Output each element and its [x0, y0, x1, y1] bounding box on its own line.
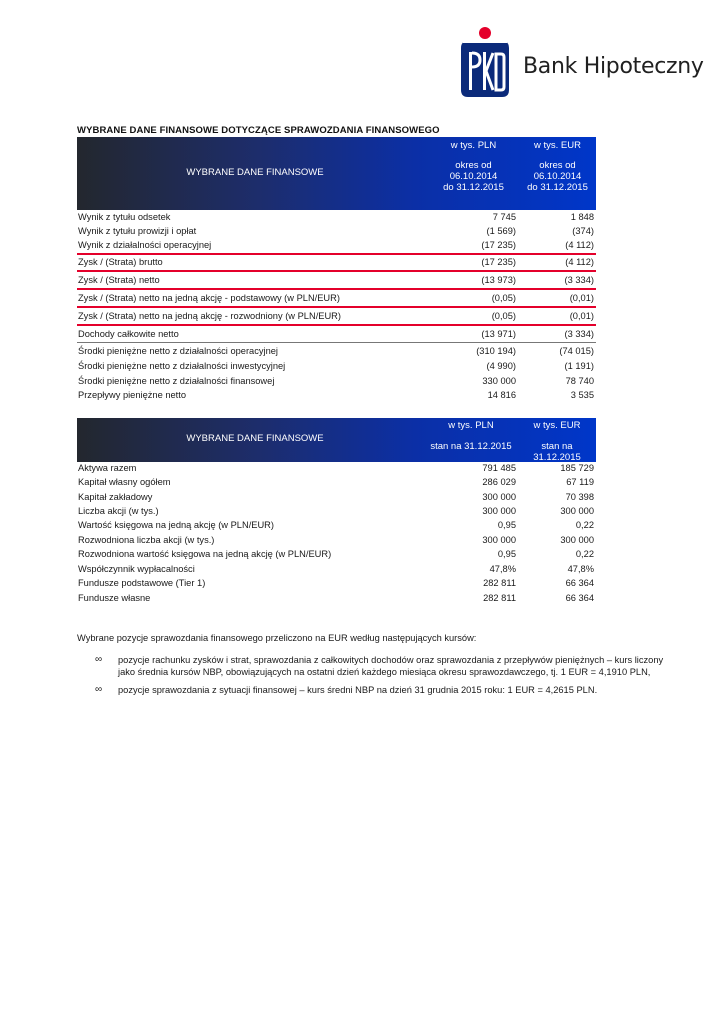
- table-row: Fundusze podstawowe (Tier 1) 282 811 66 364: [78, 578, 594, 588]
- row-separator: [77, 270, 596, 272]
- table-row: Dochody całkowite netto (13 971) (3 334): [78, 329, 594, 339]
- brand-name: Bank Hipoteczny: [523, 54, 704, 79]
- table1-header-col-pln: [438, 140, 509, 193]
- col-date: stan na 31.12.2015: [430, 441, 512, 452]
- row-separator: [77, 342, 596, 343]
- table-row: Zysk / (Strata) netto na jedną akcję - podstawowy (w PLN/EUR) (0,05) (0,01): [78, 293, 594, 303]
- table-row: Zysk / (Strata) netto na jedną akcję - rozwodniony (w PLN/EUR) (0,05) (0,01): [78, 311, 594, 321]
- table-row: Środki pieniężne netto z działalności inwestycyjnej (4 990) (1 191): [78, 361, 594, 371]
- bullet-icon: ∞: [95, 684, 103, 695]
- col-unit: w tys. EUR: [534, 140, 581, 151]
- table2-header-label: WYBRANE DANE FINANSOWE: [186, 433, 324, 444]
- notes-intro: Wybrane pozycje sprawozdania finansowego przeliczono na EUR według następujących kursów:: [77, 633, 477, 643]
- table2-header-col-pln: [425, 420, 517, 452]
- exchange-rate-notes: [77, 632, 677, 644]
- row-separator: [77, 288, 596, 290]
- col-unit: w tys. PLN: [450, 140, 497, 151]
- table-row: Wynik z tytułu prowizji i opłat (1 569) (374): [78, 226, 594, 236]
- table1-header-col-eur: [519, 140, 596, 193]
- table-row: Środki pieniężne netto z działalności finansowej 330 000 78 740: [78, 376, 594, 386]
- col-unit: w tys. EUR: [533, 420, 581, 431]
- table2-header-col-eur: [517, 420, 597, 463]
- document-title: WYBRANE DANE FINANSOWE DOTYCZĄCE SPRAWOZDANIA FINANSOWEGO: [77, 125, 440, 136]
- table-row: Zysk / (Strata) brutto (17 235) (4 112): [78, 257, 594, 267]
- col-period: okres od 06.10.2014 do 31.12.2015: [527, 160, 588, 193]
- table1-header-label: WYBRANE DANE FINANSOWE: [186, 167, 324, 178]
- table-row: Kapitał zakładowy 300 000 70 398: [78, 492, 594, 502]
- table-row: Wynik z działalności operacyjnej (17 235) (4 112): [78, 240, 594, 250]
- col-unit: w tys. PLN: [448, 420, 494, 431]
- col-date: stan na 31.12.2015: [533, 441, 581, 463]
- table-row: Współczynnik wypłacalności 47,8% 47,8%: [78, 564, 594, 574]
- table-row: Fundusze własne 282 811 66 364: [78, 593, 594, 603]
- table-row: Wartość księgowa na jedną akcję (w PLN/EUR) 0,95 0,22: [78, 520, 594, 530]
- table-row: Przepływy pieniężne netto 14 816 3 535: [78, 390, 594, 400]
- table-row: Liczba akcji (w tys.) 300 000 300 000: [78, 506, 594, 516]
- bullet-icon: ∞: [95, 654, 103, 665]
- table-row: Środki pieniężne netto z działalności operacyjnej (310 194) (74 015): [78, 346, 594, 356]
- table-row: Rozwodniona liczba akcji (w tys.) 300 000 300 000: [78, 535, 594, 545]
- pko-logo-icon: [455, 26, 515, 100]
- table2-header: [77, 418, 596, 462]
- row-separator: [77, 324, 596, 326]
- table-row: Zysk / (Strata) netto (13 973) (3 334): [78, 275, 594, 285]
- row-separator: [77, 306, 596, 308]
- table1-header: [77, 137, 596, 210]
- table-row: Rozwodniona wartość księgowa na jedną akcję (w PLN/EUR) 0,95 0,22: [78, 549, 594, 559]
- table-row: Aktywa razem 791 485 185 729: [78, 463, 594, 473]
- table-row: Wynik z tytułu odsetek 7 745 1 848: [78, 212, 594, 222]
- table-row: Kapitał własny ogółem 286 029 67 119: [78, 477, 594, 487]
- col-period: okres od 06.10.2014 do 31.12.2015: [443, 160, 504, 193]
